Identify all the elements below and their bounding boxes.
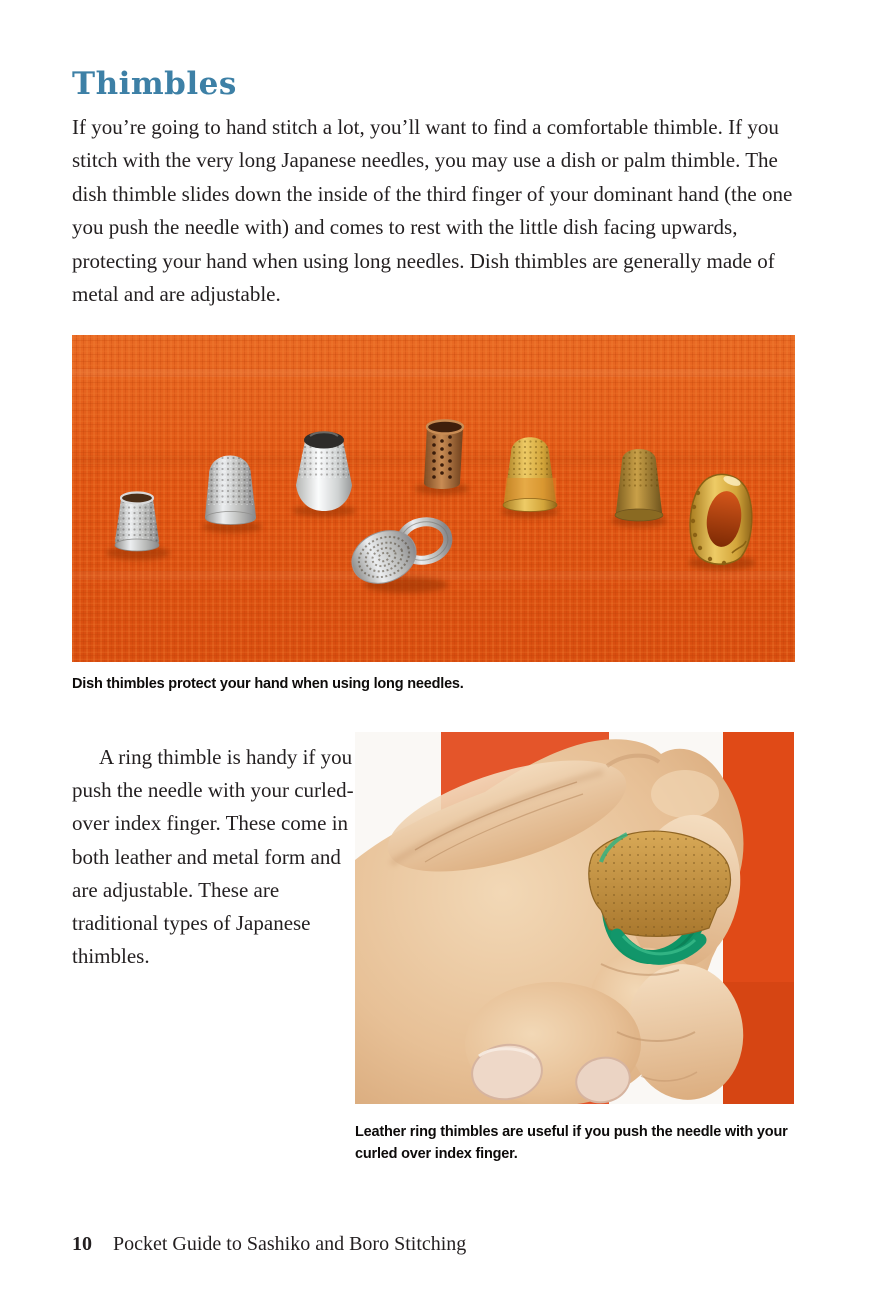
page-number: 10 — [72, 1233, 92, 1255]
ring-thimble-paragraph: A ring thimble is handy if you push the needle with your curled-over index finger. These come in both leather and metal form and are adjustable. These are traditional types of Japanese thimbles. — [72, 745, 354, 969]
page-footer — [72, 1233, 772, 1256]
dish-thimbles-photo — [72, 335, 795, 662]
ring-thimble-photo — [355, 732, 794, 1104]
thimble-silver-dome — [205, 456, 256, 525]
ring-photo-caption: Leather ring thimbles are useful if you push the needle with your curled over index finger. — [355, 1124, 788, 1162]
thimble-aluminum-black-top — [296, 432, 352, 512]
thimble-open-silver — [115, 493, 159, 552]
intro-paragraph: If you’re going to hand stitch a lot, you’ll want to find a comfortable thimble. If you stitch with the very long Japanese needles, you may use a dish or palm thimble. The dish thimble slides down the inside of the third finger of your dominant hand (the one you push the needle with) and comes to rest with the little dish facing upwards, protecting your hand when using long needles. Dish thimbles are generally made of metal and are adjustable. — [72, 115, 793, 307]
thimble-copper-cylinder — [424, 421, 463, 490]
dish-photo-caption: Dish thimbles protect your hand when using long needles. — [72, 676, 464, 692]
page-title: Thimbles — [72, 66, 237, 102]
book-title: Pocket Guide to Sashiko and Boro Stitching — [113, 1233, 467, 1255]
thimble-brass — [615, 449, 663, 521]
thimble-ornate-gold — [690, 474, 752, 565]
